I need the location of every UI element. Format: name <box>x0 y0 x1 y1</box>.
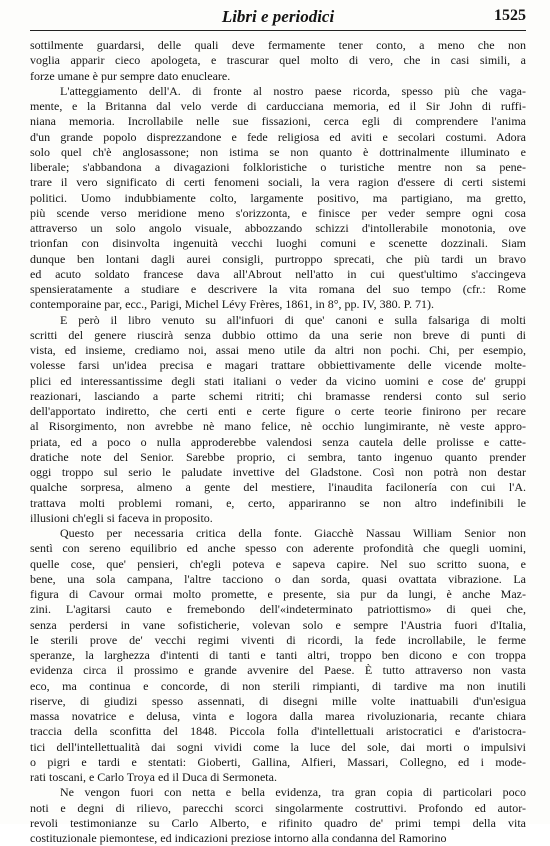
paragraph <box>30 785 526 846</box>
text-line: E però il libro venuto su all'infuori di que' canoni e sulla falsariga di molti <box>60 312 526 327</box>
text-line: volesse farsi un'idea precisa e magari trattare obbiettivamente delle vicende molte- <box>30 358 526 373</box>
text-line: noti e degni di rilievo, parecchi scorci singolarmente costruttivi. Profondo ed autor- <box>30 800 526 815</box>
text-line: plici ed interessantissime degli stati italiani o veder da vicino uomini e cose de' gruppi <box>30 373 526 388</box>
text-line: rati toscani, e Carlo Troya ed il Duca di Sermoneta. <box>30 770 277 784</box>
text-line: d'un grande popolo disprezzandone e fede religiosa ed aviti e secolari costumi. Adora <box>30 129 526 144</box>
text-line: figura di Cavour ormai molto promette, e presente, sia pur da lungi, è anche Maz- <box>30 587 526 601</box>
text-line: scritti del genere riuscirà senza dubbio ottimo da una serie non breve di punti di <box>30 327 526 342</box>
text-line: solo quel ch'è anglosassone; non istima se non quanto è dottrinalmente illuminato e <box>30 144 526 159</box>
text-line: quelle cose, que' pensieri, ch'egli poteva e sapeva capire. Nel suo scritto suona, e <box>30 556 526 571</box>
text-line: liberale; s'abbandona a divagazioni folkloristiche o turistiche mentre non sa pene- <box>30 160 526 174</box>
text-line: reazionari, lasciando a parte schemi ritriti; chi bramasse rendersi conto sul serio <box>30 388 526 403</box>
paragraph <box>30 313 526 527</box>
text-line: priata, ed a poco o nulla approderebbe valendosi senza cautela delle prolisse e catte- <box>30 434 526 449</box>
text-line: L'atteggiamento dell'A. di fronte al nostro paese ricorda, spesso più che vaga- <box>60 83 526 98</box>
text-line: niana memoria. Incrollabile nelle sue fissazioni, cerca egli di comprendere l'anima <box>30 114 526 129</box>
text-line: voglia apparir cieco apologeta, e trascurar quel molto di vero, che in casi simili, a <box>30 53 526 68</box>
running-title: Libri e periodici <box>221 7 335 26</box>
text-line: ed acuto soldato francese dava all'Abrout nell'atto in cui quest'ultimo s'accingeva <box>30 266 526 281</box>
paragraph <box>30 526 526 785</box>
text-line: vista, ed insieme, crediamo noi, assai meno utile da altri non pochi. Chi, per esempio, <box>30 343 526 357</box>
text-line: riserve, di giudizi spesso assennati, di disegni mille volte inattuabili d'un'esigua <box>30 693 526 708</box>
text-line: speranze, la larghezza d'intenti di tanti e tanti altri, troppo ben dicono e con troppa <box>30 648 526 662</box>
text-line: Ne vengon fuori con netta e bella evidenza, tra gran copia di particolari poco <box>60 785 526 800</box>
text-line: più scende verso meridione meno s'orizzonta, e finisce per veder sempre ogni cosa <box>30 205 526 220</box>
text-line: o pigri e tardi e stentati: Gioberti, Gallina, Alfieri, Massari, Collegno, ed i mode- <box>30 754 526 769</box>
text-line: qualche sorpresa, almeno a gente del mestiere, l'inaudita facilonería con cui l'A. <box>30 480 526 495</box>
text-line: trare il vero significato di certi fenomeni sociali, la vera ragion d'essere di certi sistemi <box>30 175 526 190</box>
text-line: spensieratamente a studiare e descrivere la vita romana del suo tempo (cfr.: Rome <box>30 282 526 296</box>
text-line: oggi troppo sul serio le paludate invettive del Gladstone. Così non potrà non destar <box>30 465 526 479</box>
text-line: forze umane è pur sempre dato enucleare. <box>30 68 231 83</box>
text-line: tici dell'intellettualità dai sogni vividi come la luce del sole, dai morti o impulsivi <box>30 739 526 754</box>
text-line: contemporaine par, ecc., Parigi, Michel Lévy Frères, 1861, in 8°, pp. IV, 380. P. 71). <box>30 297 435 312</box>
text-line: costituzionale piemontese, ed indicazioni preziose intorno alla condanna del Ramorino <box>30 831 447 845</box>
paragraph <box>30 84 526 313</box>
text-line: dratiche note del Senior. Sarebbe proprio, ci sembra, tanto ingenuo quanto prender <box>30 449 526 464</box>
text-line: Questo per necessaria critica della fonte. Giacchè Nassau William Senior non <box>60 526 526 540</box>
text-line: le sterili prove de' vecchi regimi viventi di ricordi, la fede incrollabile, le ferme <box>30 632 526 647</box>
text-line: eco, ma continua e concorde, di non sterili rimpianti, di tardive ma non inutili <box>30 678 526 693</box>
text-line: bene, una sola campana, l'altre tacciono o dan sorda, quasi ovattata vibrazione. La <box>30 571 526 586</box>
text-line: sentì con sereno equilibrio ed anche spesso con aderente profondità che quegli uomini, <box>30 541 526 556</box>
text-line: mente, e la Britanna dal velo verde di carducciana memoria, ed il Sir John di ruffi- <box>30 99 526 113</box>
text-line: senza perdersi in vane sofisticherie, volevan solo e sempre l'Austria fuori d'Italia, <box>30 617 526 632</box>
text-line: evidenza circa il prossimo e grande avvenire del Paese. È tutto attraverso non vasta <box>30 663 526 678</box>
page-header <box>30 4 526 31</box>
text-line: sottilmente guardarsi, delle quali deve fermamente tener conto, a meno che non <box>30 38 526 52</box>
text-line: zini. L'agitarsi cauto e fremebondo dell'«indeterminato patriottismo» di quei che, <box>30 602 526 617</box>
text-line: attraverso un solo angolo visuale, abbozzando schizzi d'intollerabile monotonia, ove <box>30 221 526 235</box>
body-text <box>30 38 526 846</box>
text-line: massa novatrice e delusa, vinta e logora dalla marea rivoluzionaria, recante chiara <box>30 709 526 723</box>
text-line: trionfan con disinvolta ingenuità vecchi luoghi comuni e scenette dozzinali. Siam <box>30 236 526 251</box>
text-line: revoli testimonianze su Carlo Alberto, e rifinito quadro de' primi tempi della vita <box>30 815 526 830</box>
text-line: traccia della sconfitta del 1848. Piccola folla d'intellettuali aristocratici e d'aristocra- <box>30 724 526 739</box>
paragraph <box>30 38 526 84</box>
text-line: illusioni ch'egli si faceva in proposito. <box>30 510 213 525</box>
text-line: politici. Uomo indubbiamente colto, largamente positivo, ma partigiano, ma gretto, <box>30 190 526 205</box>
text-line: al Risorgimento, non avrebbe nè mano felice, nè occhio lungimirante, nè veste appro- <box>30 419 526 434</box>
text-line: dell'apportato indiretto, che certi enti e certe figure o certe teorie finirono per recare <box>30 404 526 418</box>
text-line: dunque ben lontani dagli aurei consigli, purtroppo sprecati, che più tardi un bravo <box>30 251 526 266</box>
text-line: trattava molti problemi romani, e, certo, appariranno se non altro indefinibili le <box>30 495 526 510</box>
page-number: 1525 <box>494 7 526 24</box>
